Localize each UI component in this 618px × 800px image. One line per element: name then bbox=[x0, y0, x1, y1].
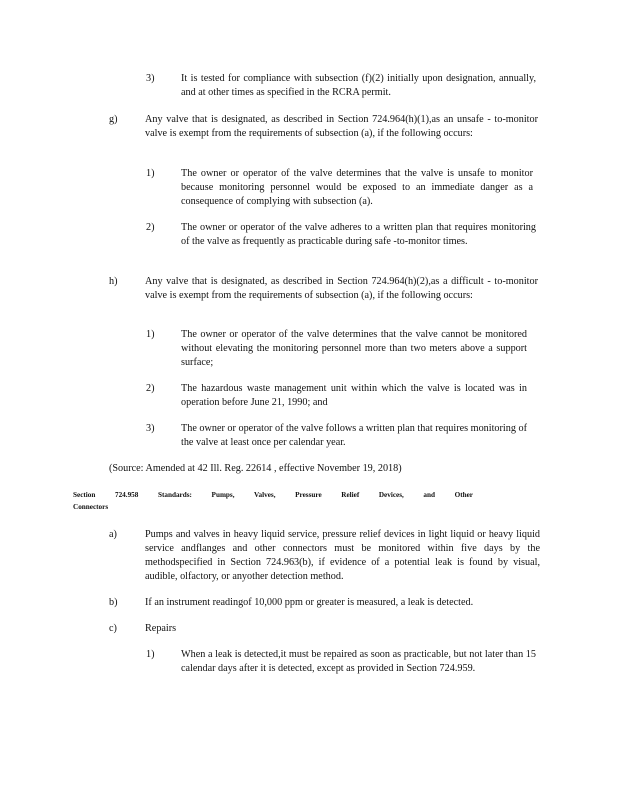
item-label: 2) bbox=[146, 222, 155, 233]
item-text: Repairs bbox=[145, 623, 177, 634]
item-text: The owner or operator of the valve adheres to a written plan that requires monitoring of the valve as frequently as practicable during safe -to-monitor times. bbox=[181, 222, 536, 247]
item-text: The owner or operator of the valve determines that the valve is unsafe to monitor because monitoring personnel would be exposed to an immediate danger as a consequence of complying with subsection (a). bbox=[181, 168, 533, 207]
item-label: h) bbox=[109, 276, 118, 287]
item-label: c) bbox=[109, 623, 117, 634]
item-label: a) bbox=[109, 529, 117, 540]
item-label: 1) bbox=[146, 329, 155, 340]
item-label: 2) bbox=[146, 383, 155, 394]
section-heading-continued: Connectors bbox=[73, 503, 109, 511]
item-label: 3) bbox=[146, 423, 155, 434]
item-label: 1) bbox=[146, 168, 155, 179]
item-label: 1) bbox=[146, 649, 155, 660]
item-text: It is tested for compliance with subsection (f)(2) initially upon designation, annually, and at other times as specified in the RCRA permit. bbox=[181, 73, 536, 98]
item-text: The owner or operator of the valve determines that the valve cannot be monitored without elevating the monitoring personnel more than two meters above a support surface; bbox=[181, 329, 527, 368]
source-note: (Source: Amended at 42 Ill. Reg. 22614 , effective November 19, 2018) bbox=[109, 463, 402, 474]
item-label: b) bbox=[109, 597, 118, 608]
item-text: Any valve that is designated, as described in Section 724.964(h)(2),as a difficult - to-monitor valve is exempt from the requirements of subsection (a), if the following occurs: bbox=[145, 276, 538, 301]
item-label: g) bbox=[109, 114, 118, 125]
item-text: The owner or operator of the valve follows a written plan that requires monitoring of the valve at least once per calendar year. bbox=[181, 423, 527, 448]
item-text: If an instrument readingof 10,000 ppm or greater is measured, a leak is detected. bbox=[145, 597, 474, 608]
item-text: Any valve that is designated, as described in Section 724.964(h)(1),as an unsafe - to-monitor valve is exempt from the requirements of subsection (a), if the following occurs: bbox=[145, 114, 538, 139]
item-label: 3) bbox=[146, 73, 155, 84]
item-text: Pumps and valves in heavy liquid service, pressure relief devices in light liquid or heavy liquid service andflanges and other connectors must be monitored within five days by the methodspecified in Section 724.963(b), if evidence of a potential leak is found by visual, audible, olfactory, or anyother detection method. bbox=[145, 529, 540, 582]
section-heading: Section 724.958 Standards: Pumps, Valves, Pressure Relief Devices, and Other bbox=[73, 491, 473, 499]
item-text: When a leak is detected,it must be repaired as soon as practicable, but not later than 15 calendar days after it is detected, except as provided in Section 724.959. bbox=[181, 649, 536, 674]
item-text: The hazardous waste management unit within which the valve is located was in operation before June 21, 1990; and bbox=[181, 383, 527, 408]
